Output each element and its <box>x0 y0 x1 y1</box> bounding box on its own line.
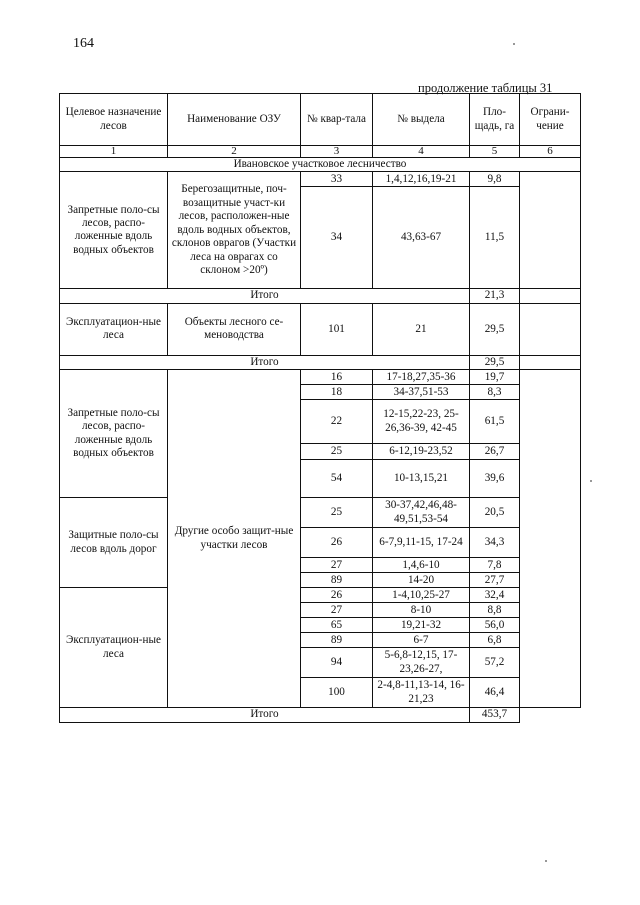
total-label: Итого <box>60 289 470 303</box>
limit-cell <box>520 355 581 369</box>
purpose-cell: Запретные поло-сы лесов, распо-ложенные вдоль водных объектов <box>60 370 168 498</box>
quarter-cell: 22 <box>301 400 373 444</box>
area-cell: 34,3 <box>470 528 520 558</box>
scan-speck <box>545 860 547 862</box>
area-cell: 11,5 <box>470 187 520 289</box>
quarter-cell: 26 <box>301 528 373 558</box>
scan-speck <box>590 480 592 482</box>
parcel-cell: 1,4,6-10 <box>373 558 470 573</box>
limit-cell <box>520 303 581 355</box>
section-title: Ивановское участковое лесничество <box>60 158 581 172</box>
quarter-cell: 101 <box>301 303 373 355</box>
table-row <box>60 303 581 355</box>
limit-cell <box>520 172 581 289</box>
quarter-cell: 33 <box>301 172 373 187</box>
parcel-cell: 21 <box>373 303 470 355</box>
purpose-cell: Запретные поло-сы лесов, распо-ложенные вдоль водных объектов <box>60 172 168 289</box>
table-row <box>60 588 581 603</box>
purpose-cell: Эксплуатацион-ные леса <box>60 303 168 355</box>
parcel-cell: 6-7 <box>373 633 470 648</box>
quarter-cell: 65 <box>301 618 373 633</box>
parcel-cell: 5-6,8-12,15, 17-23,26-27, <box>373 648 470 678</box>
parcel-cell: 1,4,12,16,19-21 <box>373 172 470 187</box>
total-row <box>60 708 581 722</box>
quarter-cell: 25 <box>301 498 373 528</box>
column-number: 4 <box>373 146 470 158</box>
quarter-cell: 34 <box>301 187 373 289</box>
column-number: 5 <box>470 146 520 158</box>
quarter-cell: 18 <box>301 385 373 400</box>
total-value: 29,5 <box>470 355 520 369</box>
area-cell: 56,0 <box>470 618 520 633</box>
quarter-cell: 94 <box>301 648 373 678</box>
quarter-cell: 27 <box>301 558 373 573</box>
limit-cell <box>520 370 581 708</box>
total-row <box>60 289 581 303</box>
empty-cell <box>520 708 581 722</box>
parcel-cell: 12-15,22-23, 25-26,36-39, 42-45 <box>373 400 470 444</box>
limit-cell <box>520 289 581 303</box>
quarter-cell: 89 <box>301 573 373 588</box>
header-area: Пло-щадь, га <box>470 94 520 146</box>
header-name: Наименование ОЗУ <box>168 94 301 146</box>
page-number: 164 <box>73 36 94 51</box>
parcel-cell: 17-18,27,35-36 <box>373 370 470 385</box>
table-continuation-caption: продолжение таблицы 31 <box>418 81 553 95</box>
header-parcel: № выдела <box>373 94 470 146</box>
total-label: Итого <box>60 708 470 722</box>
parcel-cell: 6-12,19-23,52 <box>373 444 470 460</box>
quarter-cell: 16 <box>301 370 373 385</box>
area-cell: 26,7 <box>470 444 520 460</box>
area-cell: 9,8 <box>470 172 520 187</box>
column-number: 2 <box>168 146 301 158</box>
total-row <box>60 355 581 369</box>
area-cell: 6,8 <box>470 633 520 648</box>
header-quarter: № квар-тала <box>301 94 373 146</box>
quarter-cell: 27 <box>301 603 373 618</box>
quarter-cell: 54 <box>301 460 373 498</box>
table-row <box>60 498 581 528</box>
header-limit: Ограни-чение <box>520 94 581 146</box>
area-cell: 61,5 <box>470 400 520 444</box>
total-value: 453,7 <box>470 708 520 722</box>
area-cell: 29,5 <box>470 303 520 355</box>
area-cell: 7,8 <box>470 558 520 573</box>
parcel-cell: 43,63-67 <box>373 187 470 289</box>
area-cell: 57,2 <box>470 648 520 678</box>
section-row <box>60 158 581 172</box>
total-value: 21,3 <box>470 289 520 303</box>
quarter-cell: 89 <box>301 633 373 648</box>
table-row <box>60 172 581 187</box>
area-cell: 32,4 <box>470 588 520 603</box>
forest-protection-table <box>59 93 581 723</box>
quarter-cell: 25 <box>301 444 373 460</box>
ozu-name-cell: Объекты лесного се-меноводства <box>168 303 301 355</box>
area-cell: 8,3 <box>470 385 520 400</box>
ozu-name-cell: Берегозащитные, поч-возащитные участ-ки лесов, расположен-ные вдоль водных объектов, склонов оврагов (Участки леса на оврагах со склоном >20º) <box>168 172 301 289</box>
parcel-cell: 10-13,15,21 <box>373 460 470 498</box>
parcel-cell: 8-10 <box>373 603 470 618</box>
parcel-cell: 34-37,51-53 <box>373 385 470 400</box>
scan-speck <box>513 43 515 45</box>
column-number-row <box>60 146 581 158</box>
quarter-cell: 100 <box>301 678 373 708</box>
area-cell: 27,7 <box>470 573 520 588</box>
column-number: 6 <box>520 146 581 158</box>
parcel-cell: 6-7,9,11-15, 17-24 <box>373 528 470 558</box>
area-cell: 20,5 <box>470 498 520 528</box>
table-row <box>60 370 581 385</box>
parcel-cell: 14-20 <box>373 573 470 588</box>
area-cell: 8,8 <box>470 603 520 618</box>
purpose-cell: Защитные поло-сы лесов вдоль дорог <box>60 498 168 588</box>
column-number: 3 <box>301 146 373 158</box>
area-cell: 19,7 <box>470 370 520 385</box>
header-row <box>60 94 581 146</box>
parcel-cell: 30-37,42,46,48-49,51,53-54 <box>373 498 470 528</box>
quarter-cell: 26 <box>301 588 373 603</box>
parcel-cell: 1-4,10,25-27 <box>373 588 470 603</box>
total-label: Итого <box>60 355 470 369</box>
parcel-cell: 19,21-32 <box>373 618 470 633</box>
purpose-cell: Эксплуатацион-ные леса <box>60 588 168 708</box>
parcel-cell: 2-4,8-11,13-14, 16-21,23 <box>373 678 470 708</box>
area-cell: 39,6 <box>470 460 520 498</box>
area-cell: 46,4 <box>470 678 520 708</box>
ozu-name-cell: Другие особо защит-ные участки лесов <box>168 370 301 708</box>
header-purpose: Целевое назначение лесов <box>60 94 168 146</box>
column-number: 1 <box>60 146 168 158</box>
